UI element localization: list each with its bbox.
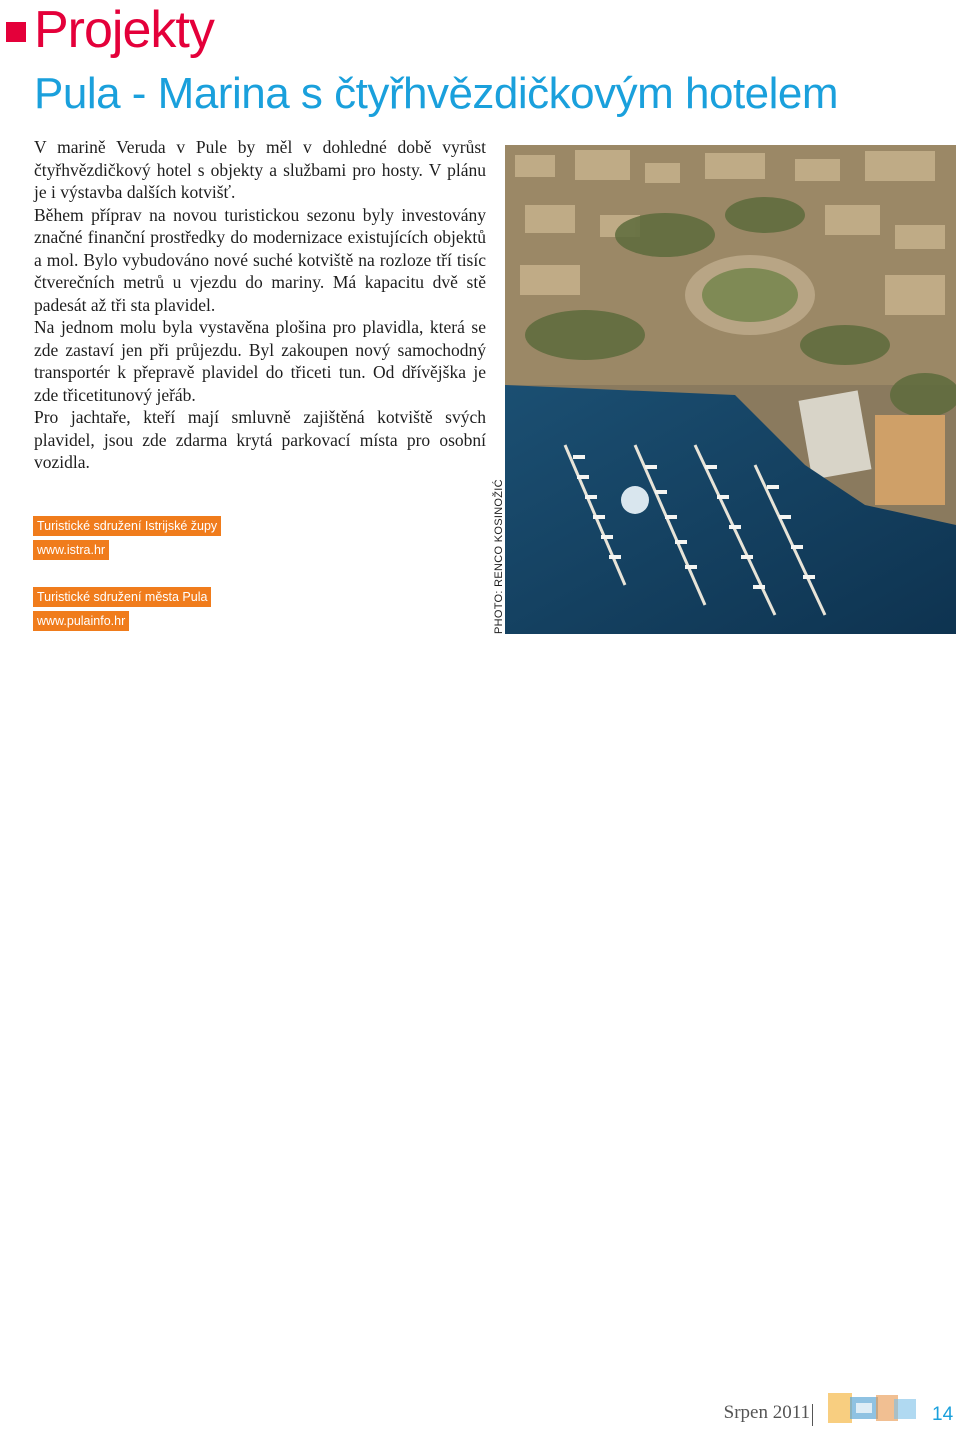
article-body	[34, 136, 486, 474]
link-pula-url[interactable]: www.pulainfo.hr	[33, 611, 129, 631]
photo-credit: PHOTO: RENCO KOSINOŽIĆ	[493, 479, 505, 634]
marina-aerial-photo	[505, 145, 956, 634]
footer-divider	[812, 1404, 813, 1426]
paragraph: Během příprav na novou turistickou sezonu byly investovány značné finanční prostředky do modernizace existujících objektů a mol. Bylo vybudováno nové suché kotviště na rozloze tří tisíc čtverečních metrů u vjezdu do mariny. Má kapacitu dvě stě padesát až tři sta plavidel.	[34, 204, 486, 315]
page-number: 14	[932, 1404, 954, 1425]
article-title: Pula - Marina s čtyřhvězdičkovým hotelem	[34, 69, 839, 118]
paragraph: V marině Veruda v Pule by měl v dohledné době vyrůst čtyřhvězdičkový hotel s objekty a službami pro hosty. V plánu je i výstavba dalších kotvišť.	[34, 137, 486, 202]
section-title: Projekty	[34, 1, 214, 59]
section-header	[6, 0, 214, 60]
link-pula-tourism[interactable]: Turistické sdružení města Pula	[33, 587, 211, 607]
link-istra-tourism[interactable]: Turistické sdružení Istrijské župy	[33, 516, 221, 536]
link-istra-url[interactable]: www.istra.hr	[33, 540, 109, 560]
issue-date: Srpen 2011	[723, 1402, 810, 1423]
paragraph: Pro jachtaře, kteří mají smluvně zajištěná kotviště svých plavidel, jsou zde zdarma krytá parkovací místa pro osobní vozidla.	[34, 407, 486, 472]
magazine-logo	[826, 1391, 920, 1430]
section-marker	[6, 22, 26, 42]
paragraph: Na jednom molu byla vystavěna plošina pro plavidla, která se zde zastaví jen při průjezdu. Byl zakoupen nový samochodný transportér k přepravě plavidel do třiceti tun. Od dřívějška je zde třicetitunový jeřáb.	[34, 317, 486, 405]
